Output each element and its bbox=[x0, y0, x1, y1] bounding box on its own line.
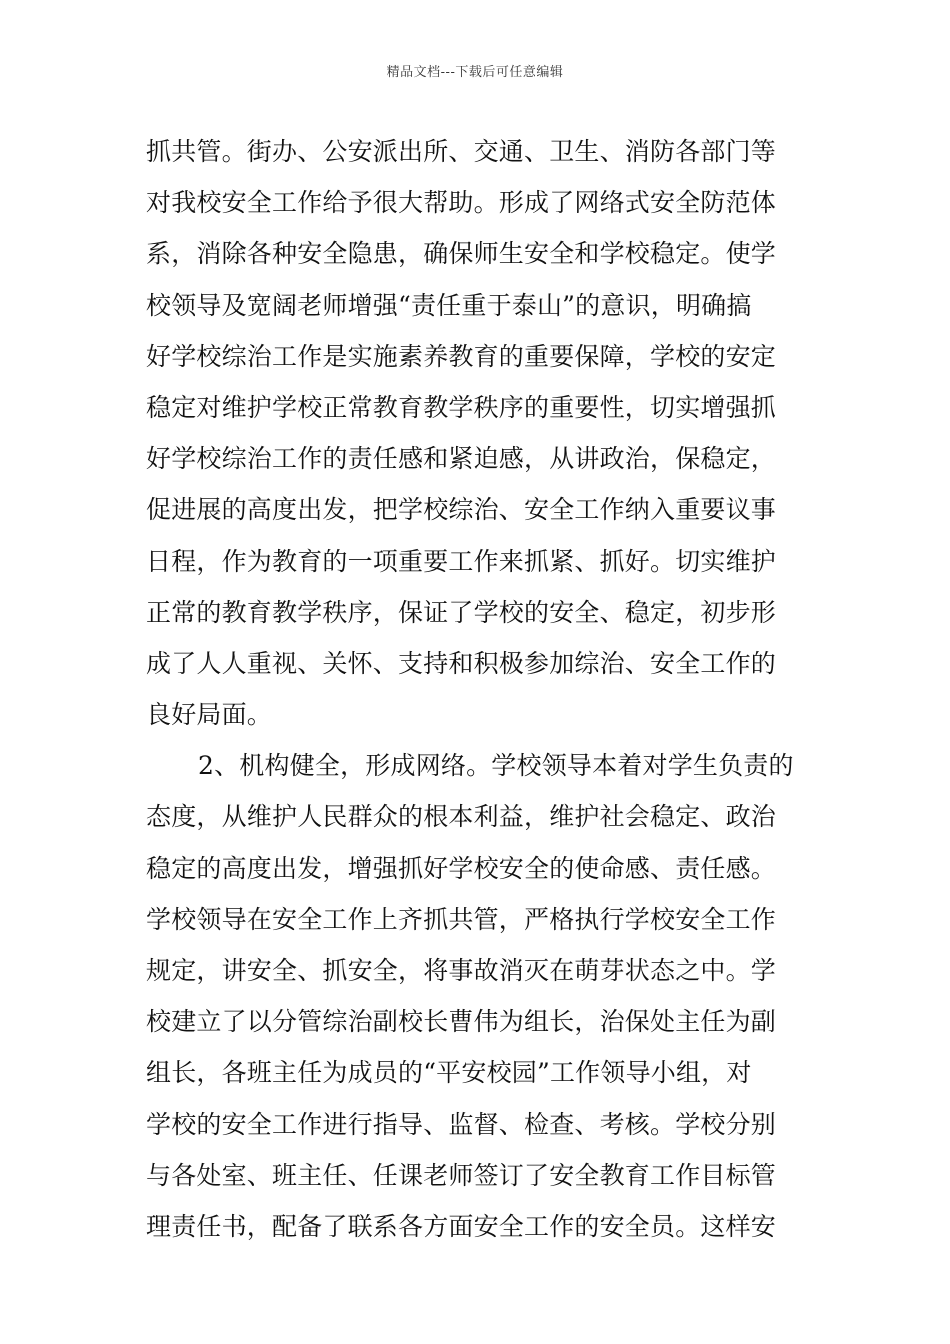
text-line: 对我校安全工作给予很大帮助。形成了网络式安全防范体 bbox=[146, 188, 777, 218]
document-body bbox=[146, 126, 808, 1252]
text-line: 与各处室、班主任、任课老师签订了安全教育工作目标管 bbox=[146, 1160, 777, 1190]
text-line: 校建立了以分管综治副校长曹伟为组长，治保处主任为副 bbox=[146, 1007, 777, 1037]
text-line: 好学校综治工作是实施素养教育的重要保障，学校的安定 bbox=[146, 341, 777, 371]
text-line: 学校的安全工作进行指导、监督、检查、考核。学校分别 bbox=[146, 1109, 777, 1139]
text-line: 学校领导在安全工作上齐抓共管，严格执行学校安全工作 bbox=[146, 904, 777, 934]
text-line: 组长，各班主任为成员的“平安校园”工作领导小组，对 bbox=[146, 1058, 752, 1088]
text-line: 日程，作为教育的一项重要工作来抓紧、抓好。切实维护 bbox=[146, 546, 777, 576]
paragraph-1 bbox=[146, 126, 808, 740]
text-line: 校领导及宽阔老师增强“责任重于泰山”的意识，明确搞 bbox=[146, 290, 752, 320]
text-line: 规定，讲安全、抓安全，将事故消灭在萌芽状态之中。学 bbox=[146, 956, 777, 985]
text-line: 良好局面。 bbox=[146, 700, 273, 730]
text-line: 抓共管。街办、公安派出所、交通、卫生、消防各部门等 bbox=[146, 137, 777, 166]
text-line: 成了人人重视、关怀、支持和积极参加综治、安全工作的 bbox=[146, 648, 777, 678]
text-line: 系，消除各种安全隐患，确保师生安全和学校稳定。使学 bbox=[146, 239, 777, 269]
text-line: 理责任书，配备了联系各方面安全工作的安全员。这样安 bbox=[146, 1211, 777, 1241]
text-line: 稳定对维护学校正常教育教学秩序的重要性，切实增强抓 bbox=[146, 392, 777, 422]
text-line: 正常的教育教学秩序，保证了学校的安全、稳定，初步形 bbox=[146, 597, 777, 627]
text-line: 2、机构健全，形成网络。学校领导本着对学生负责的 bbox=[198, 751, 794, 781]
text-line: 促进展的高度出发，把学校综治、安全工作纳入重要议事 bbox=[146, 495, 777, 525]
page-header: 精品文档---下载后可任意编辑 bbox=[386, 65, 564, 80]
paragraph-2 bbox=[146, 740, 808, 1252]
text-line: 稳定的高度出发，增强抓好学校安全的使命感、责任感。 bbox=[146, 853, 777, 883]
text-line: 好学校综治工作的责任感和紧迫感，从讲政治，保稳定， bbox=[146, 444, 777, 474]
text-line: 态度，从维护人民群众的根本利益，维护社会稳定、政治 bbox=[146, 802, 777, 832]
